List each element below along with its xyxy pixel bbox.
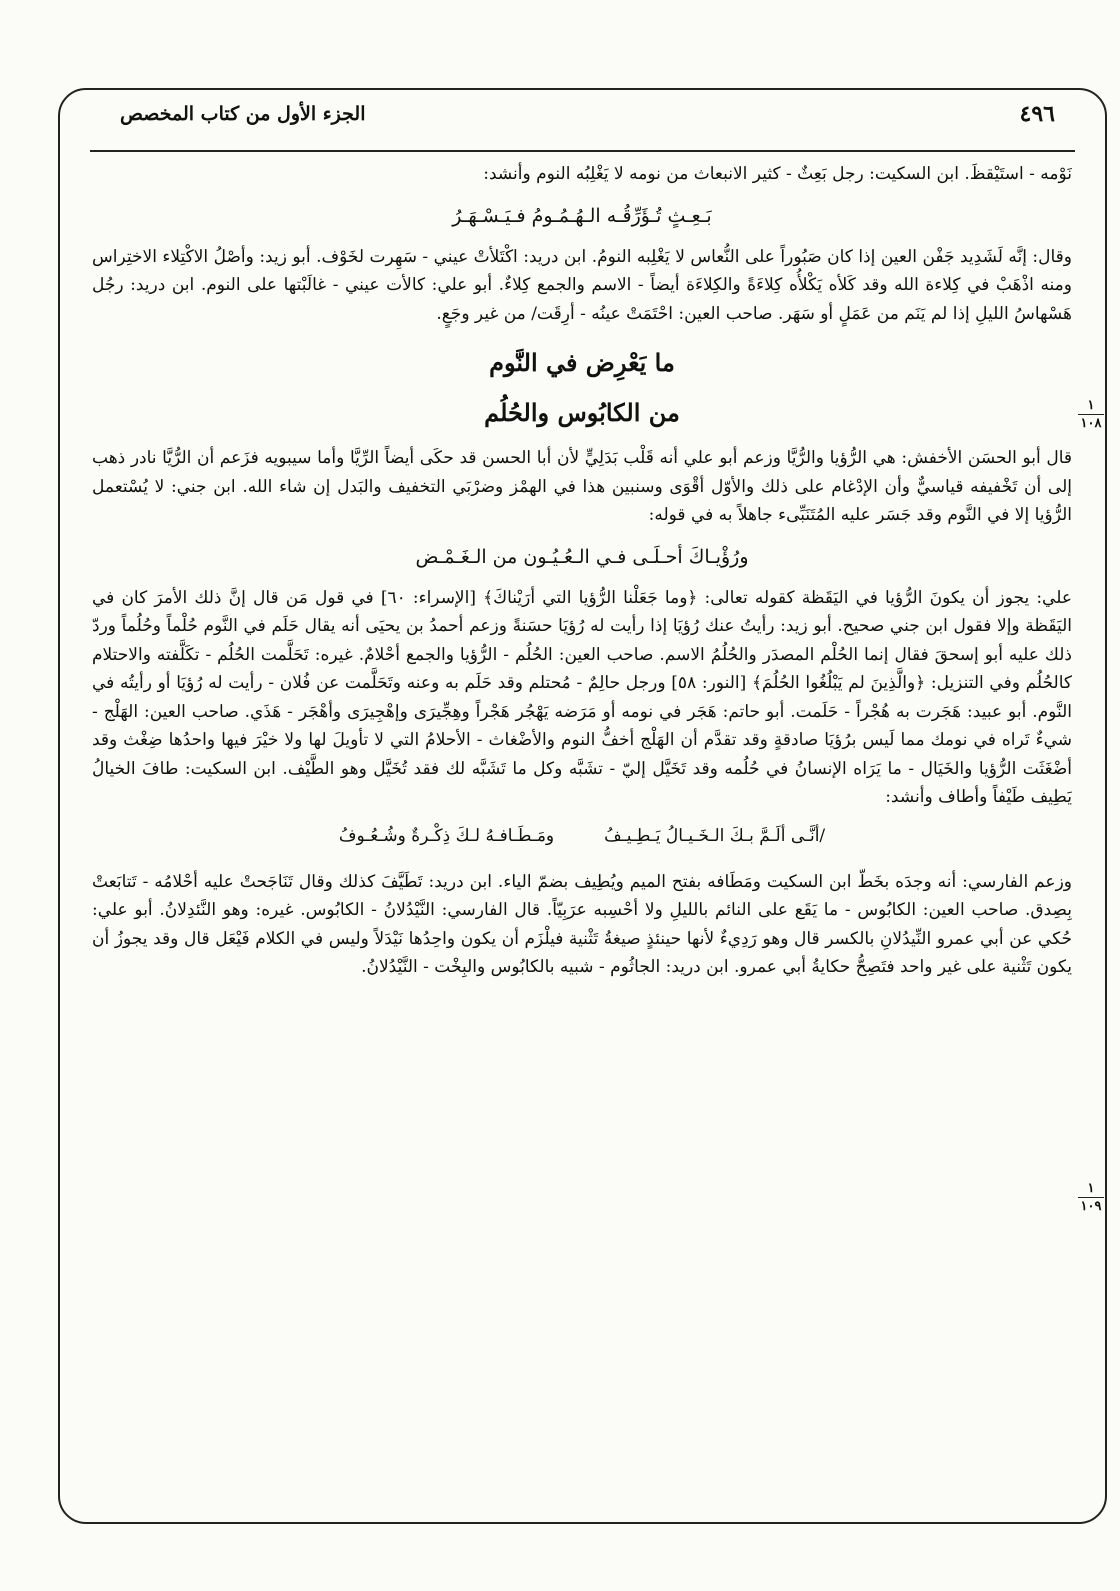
header-rule xyxy=(90,150,1075,152)
margin-note-denominator: ١٠٨ xyxy=(1080,416,1102,431)
section-title: ما يَعْرِض في النَّوم xyxy=(489,348,675,377)
margin-note-numerator: ١ xyxy=(1087,398,1095,413)
page-header xyxy=(90,95,1075,147)
margin-note-denominator: ١٠٩ xyxy=(1080,1199,1102,1214)
margin-note-rule xyxy=(1078,414,1104,415)
paragraph: وقال: إنَّه لَشَدِيد جَفْن العين إذا كان صَبُوراً على النُّعاس لا يَغْلِبه النومُ. ابن دريد: اكْتَلأتْ عيني - سَهِرت لخَوْف. أبو زيد: وأصْلُ الاكْتِلاء الاختِراس ومنه اذْهَبْ في كِلاءة الله وقد كَلأه يَكْلأُه كِلاءَةً والكِلاءَة أيضاً - الاسم والجمع كِلاءٌ. أبو علي: كالأت عيني - غالَبْتها على النوم. ابن دريد: رجُل هَسْهاسُ الليلِ إذا لم يَنَم من عَمَلٍ أو سَهَر. صاحب العين: احْتَمَتْ عينُه - أرِقَت/ من غير وجَعٍ. xyxy=(92,246,1072,324)
paragraph: علي: يجوز أن يكونَ الرُّؤيا في اليَقَظة كقوله تعالى: ﴿وما جَعَلْنا الرُّؤيا التي أرَيْناكَ﴾ [الإسراء: ٦٠] في قول مَن قال إنَّ ذلك الأمرَ كان في اليَقَظة وإلا فقول ابن جني صحيح. أبو زيد: رأيتُ عنك رُؤيَا إذا رأيت له رُؤيَا حسَنةً وزعم أحمدُ بن يحيَى أنه يقال حَلَم في النَّوم حُلْماً وحُلُماً وردّ ذلك عليه أبو إسحقَ فقال إنما الحُلْم المصدَر والحُلُمُ الاسم. صاحب العين: الحُلُم - الرُّؤيا والجمع أحْلامٌ. غيره: تَحَلَّمت الحُلُم - تكَلَّفته والاحتلام كالحُلُم وفي التنزيل: ﴿والَّذِينَ لم يَبْلُغُوا الحُلُمَ﴾ [النور: ٥٨] ورجل حالِمٌ - مُحتلم وقد حَلَم به وعنه وتَحَلَّمت عن فُلان - رأيت له رُؤيَا أو رأيتُه في النَّوم. أبو عبيد: هَجَرت به هُجْراً - حَلَمت. أبو حاتم: هَجَر في نومه أو مَرَضه يَهْجُر هَجْراً وهِجِّيرَى وإهْجِيرَى وأهْجَر - هَذَي. صاحب العين: الهَلْج - شيءٌ تَراه في نومك مما لَيس برُؤيَا صادقةٍ وقد تقدَّم أن الهَلْج أخفُّ النوم والأضْغاث - الأحلامُ التي لا تأويلَ لها ولا خيْرَ فيها واحدُها ضِغْث وقد أضْغَثَت الرُّؤيا والخَيَال - ما يَرَاه الإنسانُ في حُلُمه وقد تَخَيَّل إليّ - تشَبَّه وكل ما تَشَبَّه لك فقد تُخَيَّل وهو الطَّيْف. ابن السكيت: طافَ الخيالُ يَطِيف طَيْفاً وأطاف وأنشد: xyxy=(92,587,1072,807)
margin-note xyxy=(1074,1181,1108,1214)
margin-note xyxy=(1074,398,1108,431)
verse-second-hemistich: ومَـطَـافـهُ لـكَ ذِكْـرةٌ وشُـعُـوفُ xyxy=(338,825,555,846)
page-body xyxy=(92,160,1072,1500)
verse-couplet xyxy=(92,820,1072,852)
margin-note-rule xyxy=(1078,1197,1104,1198)
page-number: ٤٩٦ xyxy=(1019,101,1055,127)
running-title: الجزء الأول من كتاب المخصص xyxy=(120,103,366,125)
paragraph: وزعم الفارسي: أنه وجدَه بخَطّ ابن السكيت ومَطَافه بفتح الميم ويُطِيف بضمّ الياء. ابن دريد: تَطَيَّفَ كذلك وقال تَنَاجَحتْ عليه أحْلامُه - تَتابَعتْ بِصِدق. صاحب العين: الكابُوس - ما يَقَع على النائم بالليلِ ولا أحْسِبه عرَبِيّاً. قال الفارسي: النَّيْدُلانُ - الكابُوس. غيره: وهو النَّئدِلانُ. أبو علي: حُكي عن أبي عمرو النِّيدُلانِ بالكسر قال وهو رَدِيءٌ لأنها حينئذٍ صيغةُ تَثْنية فيلْزَم أن يكون واحِدُها نَيْدَلاً وليس في الكلام فَيْعَل قال وقد يجوزُ أن يكون تَثْنية على غير واحد فتَصِحُّ حكايةُ أبي عمرو. ابن دريد: الجاثُوم - شبيه بالكابُوس والبِخْت - النَّيْدُلانُ. xyxy=(92,871,1072,977)
section-subtitle: من الكابُوس والحُلُم xyxy=(484,398,680,427)
verse-first-hemistich: /أنَّـى ألَـمَّ بـكَ الـخَـيـالُ يَـطِـيـفُ xyxy=(604,825,826,846)
paragraph: نَوْمه - استَيْقظَ. ابن السكيت: رجل بَعِثٌ - كثير الانبعاث من نومه لا يَغْلِبُه النوم وأنشد: xyxy=(483,164,1072,184)
section-heading xyxy=(92,338,1072,438)
margin-note-numerator: ١ xyxy=(1087,1181,1095,1196)
verse-line: ورُؤْيـاكَ أحـلَـى فـي الـعُـيُـون من الـغَـمْـض xyxy=(415,545,749,568)
paragraph: قال أبو الحسَن الأخفش: هي الرُّؤيا والرُّيَّا وزعم أبو علي أنه قَلْب بَدَلِيٍّ لأن أبا الحسن قد حكَى أيضاً الرِّيَّا وأما سيبويه فزَعم أن الرُّيَّا نادر ذهب إلى أن تَخْفيفه قياسيٌّ وأن الإدْغام على ذلك والأوّل أقْوَى وسنبين هذا في الهمْز وضرْبَي التخفيف والبَدل إن شاء الله. ابن جني: لا يُسْتعمل الرُّؤيا إلا في النَّوم وقد جَسَر عليه المُتَنَبِّىء جاهلاً به في قوله: xyxy=(92,448,1072,525)
verse-line: بَـعِـثٍ تُـؤَرِّقُـه الـهُـمُـومُ فـيَـسْـهَـرُ xyxy=(452,204,712,227)
